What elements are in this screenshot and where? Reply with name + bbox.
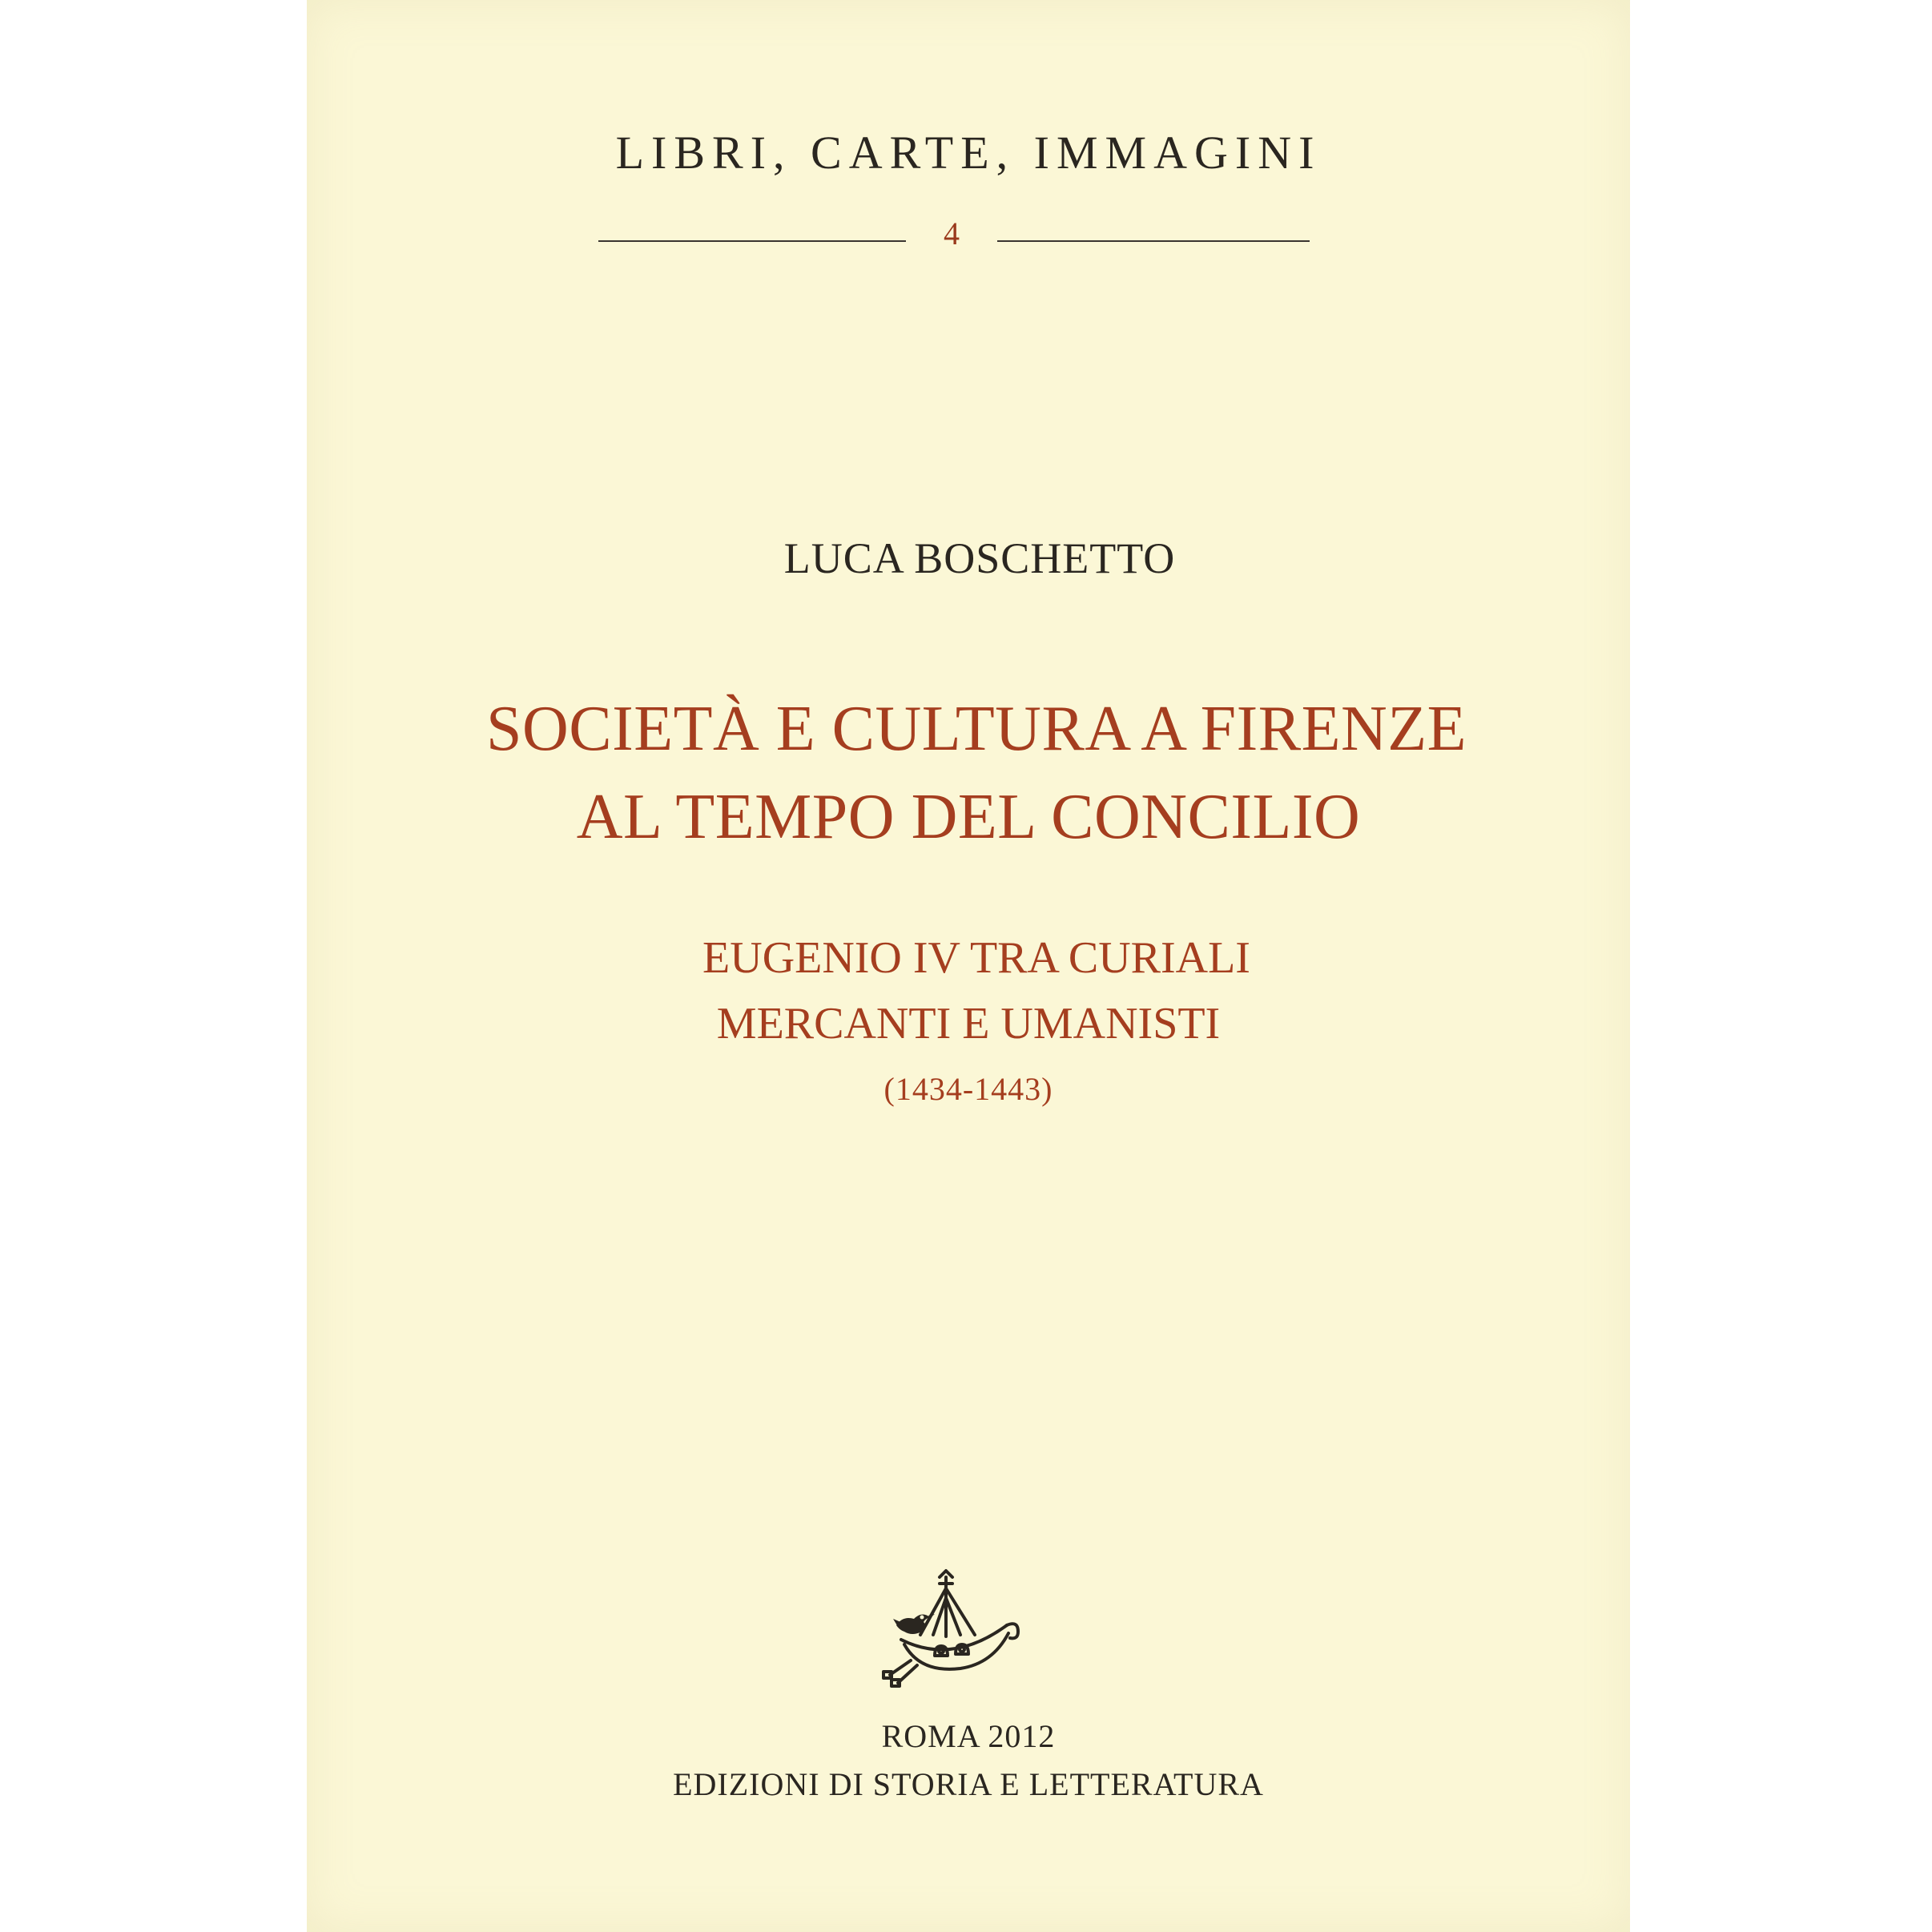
imprint-publisher: EDIZIONI DI STORIA E LETTERATURA (673, 1766, 1264, 1802)
series-rule-right (997, 240, 1310, 242)
book-cover (307, 0, 1630, 1932)
author-name: LUCA BOSCHETTO (783, 534, 1176, 582)
book-title-line-2: AL TEMPO DEL CONCILIO (576, 782, 1361, 852)
series-number: 4 (944, 215, 960, 252)
subtitle-line-2: MERCANTI E UMANISTI (716, 999, 1221, 1049)
series-rule-left (598, 240, 906, 242)
ship-with-bird-emblem-icon (872, 1566, 1032, 1694)
imprint-place-year: ROMA 2012 (881, 1718, 1056, 1754)
series-title: LIBRI, CARTE, IMMAGINI (615, 127, 1322, 179)
book-title-line-1: SOCIETÀ E CULTURA A FIRENZE (486, 694, 1467, 764)
subtitle-dates: (1434-1443) (883, 1071, 1053, 1107)
subtitle-line-1: EUGENIO IV TRA CURIALI (702, 933, 1250, 983)
